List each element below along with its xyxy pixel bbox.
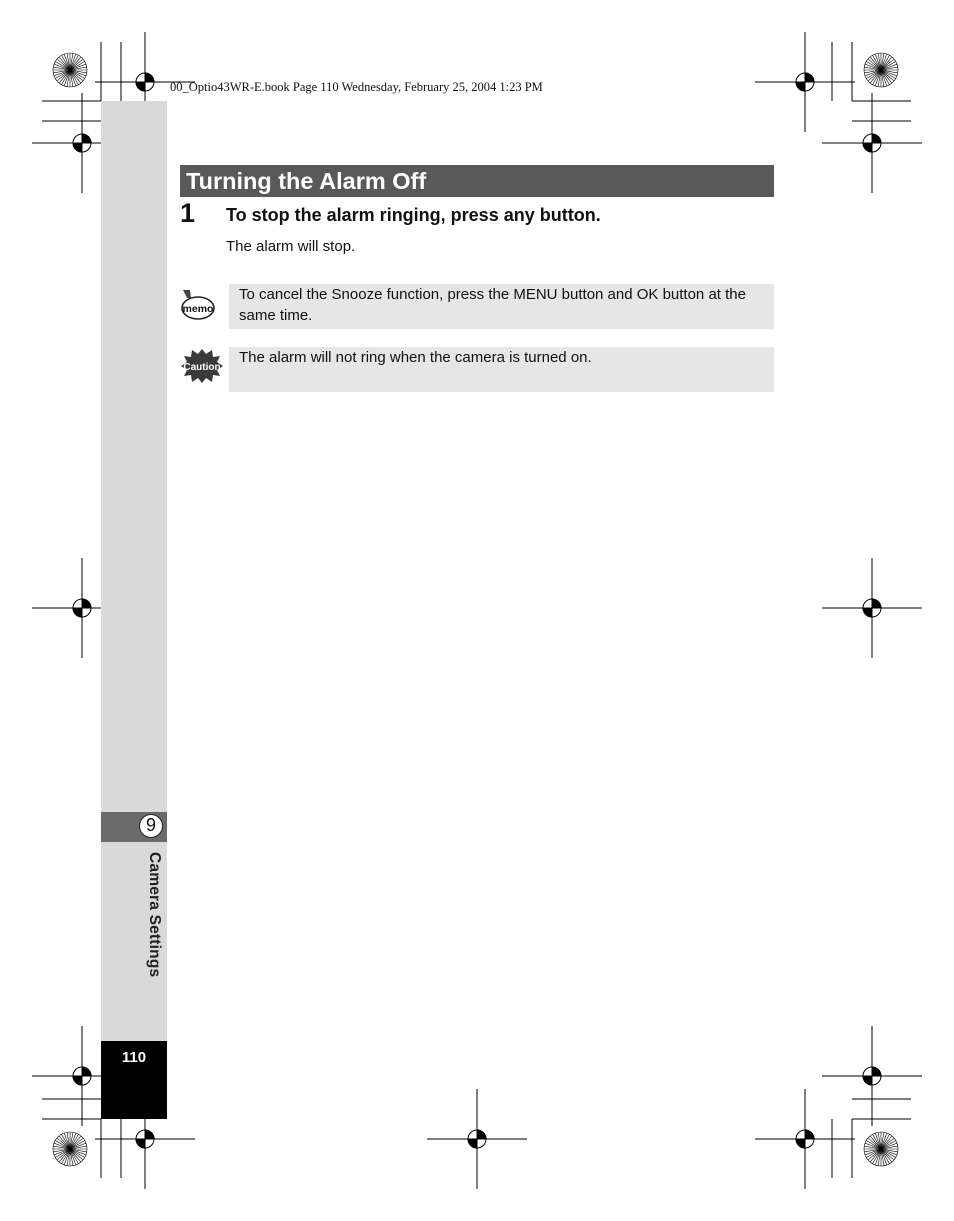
registration-mark [427,1089,527,1189]
starburst-mark [53,1132,87,1166]
memo-note [229,284,774,329]
page-number: 110 [121,1049,147,1066]
registration-mark [822,558,922,658]
caution-icon-label: Caution [183,362,221,373]
registration-mark [822,93,922,193]
registration-mark [822,1026,922,1126]
chapter-number: 9 [139,814,163,838]
memo-icon-label: memo [182,303,214,315]
step-result: The alarm will stop. [226,238,356,255]
starburst-mark [864,53,898,87]
memo-text: To cancel the Snooze function, press the MENU button and OK button at the same time. [239,286,746,324]
starburst-mark [864,1132,898,1166]
memo-icon [180,286,216,322]
registration-mark [755,1089,855,1189]
registration-mark [755,32,855,132]
starburst-mark [53,53,87,87]
caution-text: The alarm will not ring when the camera is turned on. [239,349,592,366]
chapter-title: Camera Settings [146,852,163,978]
step-number: 1 [180,198,196,228]
caution-icon [180,348,224,384]
step-instruction: To stop the alarm ringing, press any button. [226,205,601,225]
section-title: Turning the Alarm Off [180,165,774,197]
caution-note [229,347,774,392]
print-header: 00_Optio43WR-E.book Page 110 Wednesday, February 25, 2004 1:23 PM [170,80,543,94]
